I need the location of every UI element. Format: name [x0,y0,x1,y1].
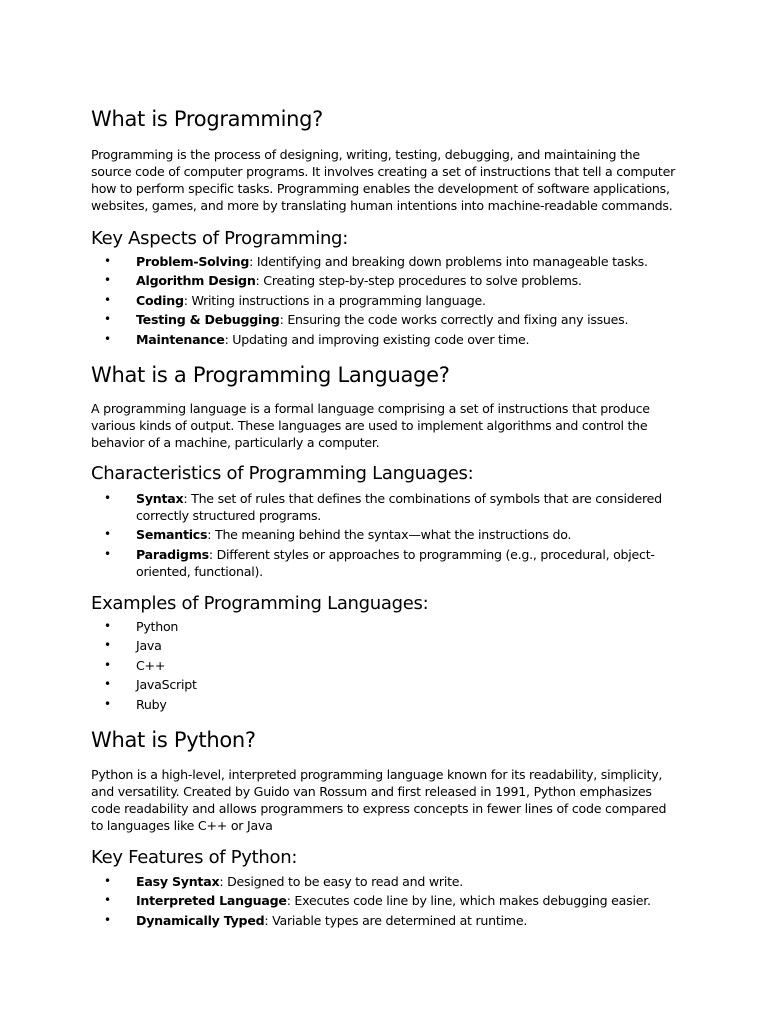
list-item [91,253,681,270]
bullet-icon: • [104,638,111,653]
bullet-icon: • [104,273,111,288]
list-item-term: Dynamically Typed [136,912,265,928]
bullet-icon: • [104,331,111,346]
bullet-icon: • [104,677,111,692]
list-item [91,292,681,309]
heading-examples: Examples of Programming Languages: [91,593,429,614]
list-item-desc: : Creating step-by-step procedures to solve problems. [255,273,582,289]
list-item-term: Interpreted Language [136,893,287,909]
list-item [91,696,681,713]
list-item-desc: : The set of rules that defines the combinations of symbols that are considered correctly structured programs. [136,491,662,523]
bullet-icon: • [104,619,111,633]
list-item-text: C++ [136,657,166,673]
list-examples [91,618,681,715]
bullet-icon: • [104,912,111,927]
list-item-desc: : Executes code line by line, which makes debugging easier. [286,893,651,909]
list-item-term: Semantics [136,527,208,543]
list-characteristics [91,490,681,582]
bullet-icon: • [104,491,111,505]
list-key-aspects [91,253,681,350]
bullet-icon: • [104,527,111,542]
list-item-term: Testing & Debugging [136,312,280,328]
list-item [91,272,681,289]
list-item [91,618,681,635]
paragraph-python: Python is a high-level, interpreted programming language known for its readability, simplicity, and versatility. Created by Guido van Rossum and first released in 1991, Python emphasizes code readability and allows programmers to express concepts in fewer lines of code compared to languages like C++ or Java [91,767,667,833]
paragraph-programming: Programming is the process of designing, writing, testing, debugging, and maintaining the source code of computer programs. It involves creating a set of instructions that tell a computer how to perform specific tasks. Programming enables the development of software applications, websites, games, and more by translating human intentions into machine-readable commands. [91,147,676,213]
list-item [91,676,681,693]
list-python-features [91,873,681,931]
heading-python-features: Key Features of Python: [91,847,298,868]
list-item [91,546,681,580]
list-item [91,912,681,929]
list-item-desc: : Identifying and breaking down problems into manageable tasks. [249,254,648,269]
list-item [91,657,681,674]
list-item [91,311,681,328]
list-item-term: Paradigms [136,546,209,562]
paragraph-language: A programming language is a formal language comprising a set of instructions that produce various kinds of output. These languages are used to implement algorithms and control the behavior of a machine, particularly a computer. [91,401,650,450]
list-item [91,331,681,348]
list-item-term: Syntax [136,491,184,506]
bullet-icon: • [104,657,111,672]
list-item-text: Python [136,619,179,634]
list-item [91,873,681,890]
list-item-text: JavaScript [136,677,197,693]
list-item [91,526,681,543]
list-item [91,892,681,909]
heading-what-is-language: What is a Programming Language? [91,363,450,387]
bullet-icon: • [104,254,111,268]
heading-characteristics: Characteristics of Programming Languages: [91,463,474,484]
list-item-term: Easy Syntax [136,874,220,889]
list-item-desc: : The meaning behind the syntax—what the instructions do. [207,527,572,543]
list-item-desc: : Ensuring the code works correctly and fixing any issues. [279,312,629,328]
list-item-desc: : Updating and improving existing code over time. [224,331,530,347]
heading-what-is-python: What is Python? [91,728,256,752]
heading-what-is-programming: What is Programming? [91,107,323,131]
list-item-term: Maintenance [136,331,225,347]
bullet-icon: • [104,312,111,327]
bullet-icon: • [104,292,111,307]
heading-key-aspects: Key Aspects of Programming: [91,228,348,249]
list-item-text: Ruby [136,696,167,712]
bullet-icon: • [104,546,111,561]
list-item-term: Coding [136,292,184,308]
bullet-icon: • [104,696,111,711]
list-item-term: Problem-Solving [136,254,250,269]
list-item-desc: : Variable types are determined at runtime. [264,912,528,928]
bullet-icon: • [104,893,111,908]
list-item-desc: : Different styles or approaches to programming (e.g., procedural, object-oriented, functional). [136,546,655,579]
list-item-desc: : Designed to be easy to read and write. [219,874,464,889]
list-item-text: Java [136,638,162,654]
list-item-desc: : Writing instructions in a programming language. [183,292,486,308]
list-item [91,637,681,654]
bullet-icon: • [104,874,111,888]
list-item [91,490,681,524]
list-item-term: Algorithm Design [136,273,256,289]
